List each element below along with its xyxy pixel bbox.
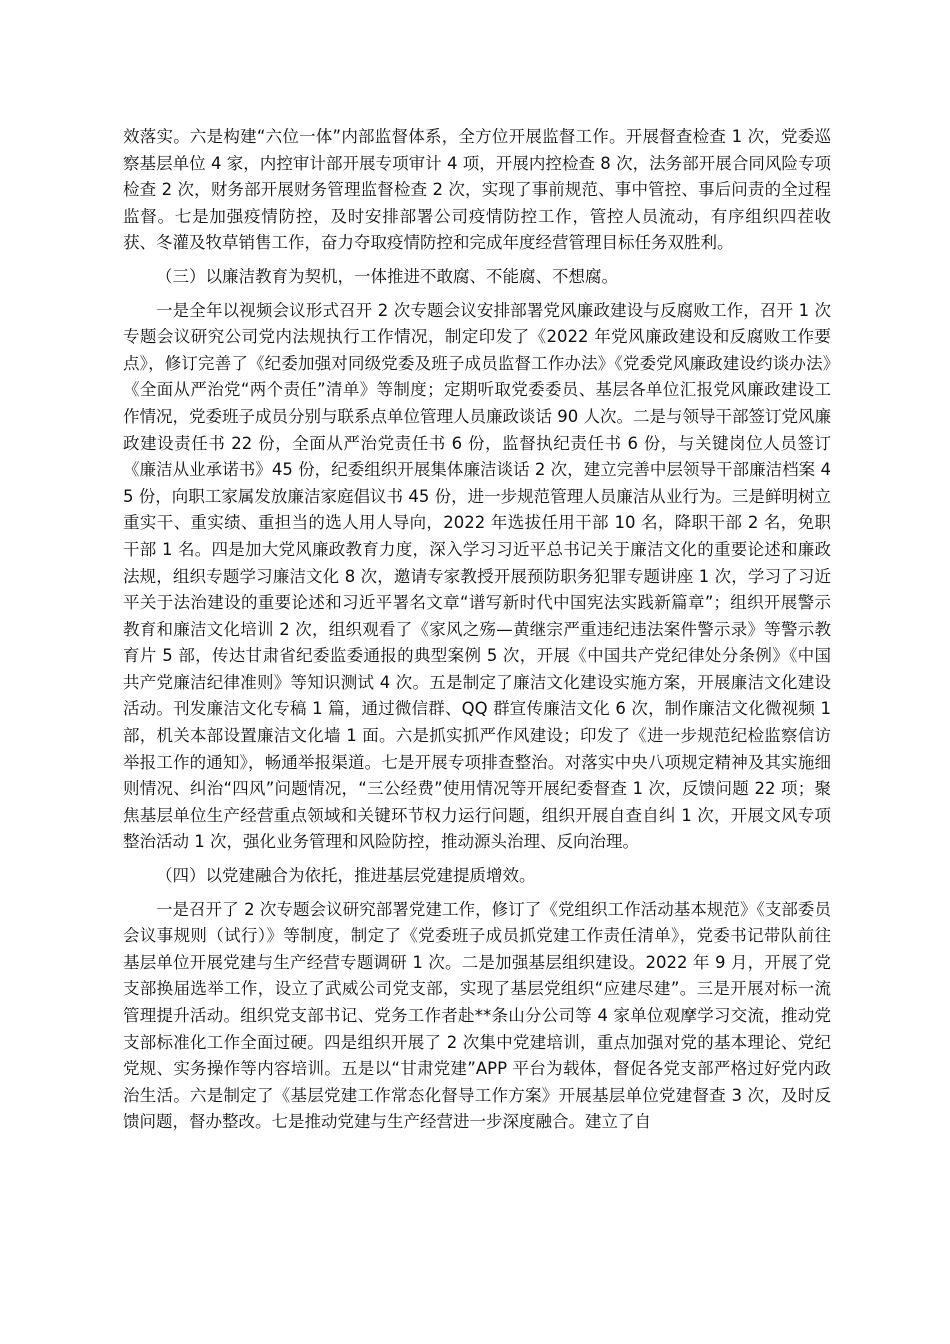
document-body: [123, 124, 831, 1136]
section-heading-4: （四）以党建融合为依托，推进基层党建提质增效。: [156, 866, 536, 886]
section-heading-3: （三）以廉洁教育为契机，一体推进不敢腐、不能腐、不想腐。: [156, 266, 618, 286]
paragraph-continued: 效落实。六是构建“六位一体”内部监督体系，全方位开展监督工作。开展督查检查 1 次，党委巡察基层单位 4 家，内控审计部开展专项审计 4 项，开展内控检查 8 次，法务部开展合同风险专项检查 2 次，财务部开展财务管理监督检查 2 次，实现了事前规范、事中管控、事后问责的全过程监督。七是加强疫情防控，及时安排部署公司疫情防控工作，管控人员流动，有序组织四茬收获、冬灌及牧草销售工作，奋力夺取疫情防控和完成年度经营管理目标任务双胜利。: [123, 127, 831, 253]
paragraph-section-3-body: 一是全年以视频会议形式召开 2 次专题会议安排部署党风廉政建设与反腐败工作，召开 1 次专题会议研究公司党内法规执行工作情况，制定印发了《2022 年党风廉政建设和反腐败工作要点》，修订完善了《纪委加强对同级党委及班子成员监督工作办法》《党委党风廉政建设约谈办法》《全面从严治党“两个责任”清单》等制度；定期听取党委委员、基层各单位汇报党风廉政建设工作情况，党委班子成员分别与联系点单位管理人员廉政谈话 90 人次。二是与领导干部签订党风廉政建设责任书 22 份，全面从严治党责任书 6 份，监督执纪责任书 6 份，与关键岗位人员签订《廉洁从业承诺书》45 份，纪委组织开展集体廉洁谈话 2 次，建立完善中层领导干部廉洁档案 45 份，向职工家属发放廉洁家庭倡议书 45 份，进一步规范管理人员廉洁从业行为。三是鲜明树立重实干、重实绩、重担当的选人用人导向，2022 年选拔任用干部 10 名，降职干部 2 名，免职干部 1 名。四是加大党风廉政教育力度，深入学习习近平总书记关于廉洁文化的重要论述和廉政法规，组织专题学习廉洁文化 8 次，邀请专家教授开展预防职务犯罪专题讲座 1 次，学习了习近平关于法治建设的重要论述和习近平署名文章“谱写新时代中国宪法实践新篇章”；组织开展警示教育和廉洁文化培训 2 次，组织观看了《家风之殇—黄继宗严重违纪违法案件警示录》等警示教育片 5 部，传达甘肃省纪委监委通报的典型案例 5 次，开展《中国共产党纪律处分条例》《中国共产党廉洁纪律准则》等知识测试 4 次。五是制定了廉洁文化建设实施方案，开展廉洁文化建设活动。刊发廉洁文化专稿 1 篇，通过微信群、QQ 群宣传廉洁文化 6 次，制作廉洁文化微视频 1 部，机关本部设置廉洁文化墙 1 面。六是抓实抓严作风建设；印发了《进一步规范纪检监察信访举报工作的通知》，畅通举报渠道。七是开展专项排查整治。对落实中央八项规定精神及其实施细则情况、纠治“四风”问题情况，“三公经费”使用情况等开展纪委督查 1 次，反馈问题 22 项；聚焦基层单位生产经营重点领域和关键环节权力运行问题，组织开展自查自纠 1 次，开展文风专项整治活动 1 次，强化业务管理和风险防控，推动源头治理、反向治理。: [123, 300, 831, 852]
paragraph-section-4-body: 一是召开了 2 次专题会议研究部署党建工作，修订了《党组织工作活动基本规范》《支部委员会议事规则（试行）》等制度，制定了《党委班子成员抓党建工作责任清单》，党委书记带队前往基层单位开展党建与生产经营专题调研 1 次。二是加强基层组织建设。2022 年 9 月，开展了党支部换届选举工作，设立了武威公司党支部，实现了基层党组织“应建尽建”。三是开展对标一流管理提升活动。组织党支部书记、党务工作者赴**条山分公司等 4 家单位观摩学习交流，推动党支部标准化工作全面过硬。四是组织开展了 2 次集中党建培训，重点加强对党的基本理论、党纪党规、实务操作等内容培训。五是以“甘肃党建”APP 平台为载体，督促各党支部严格过好党内政治生活。六是制定了《基层党建工作常态化督导工作方案》开展基层单位党建督查 3 次，及时反馈问题，督办整改。七是推动党建与生产经营进一步深度融合。建立了自: [123, 899, 831, 1132]
